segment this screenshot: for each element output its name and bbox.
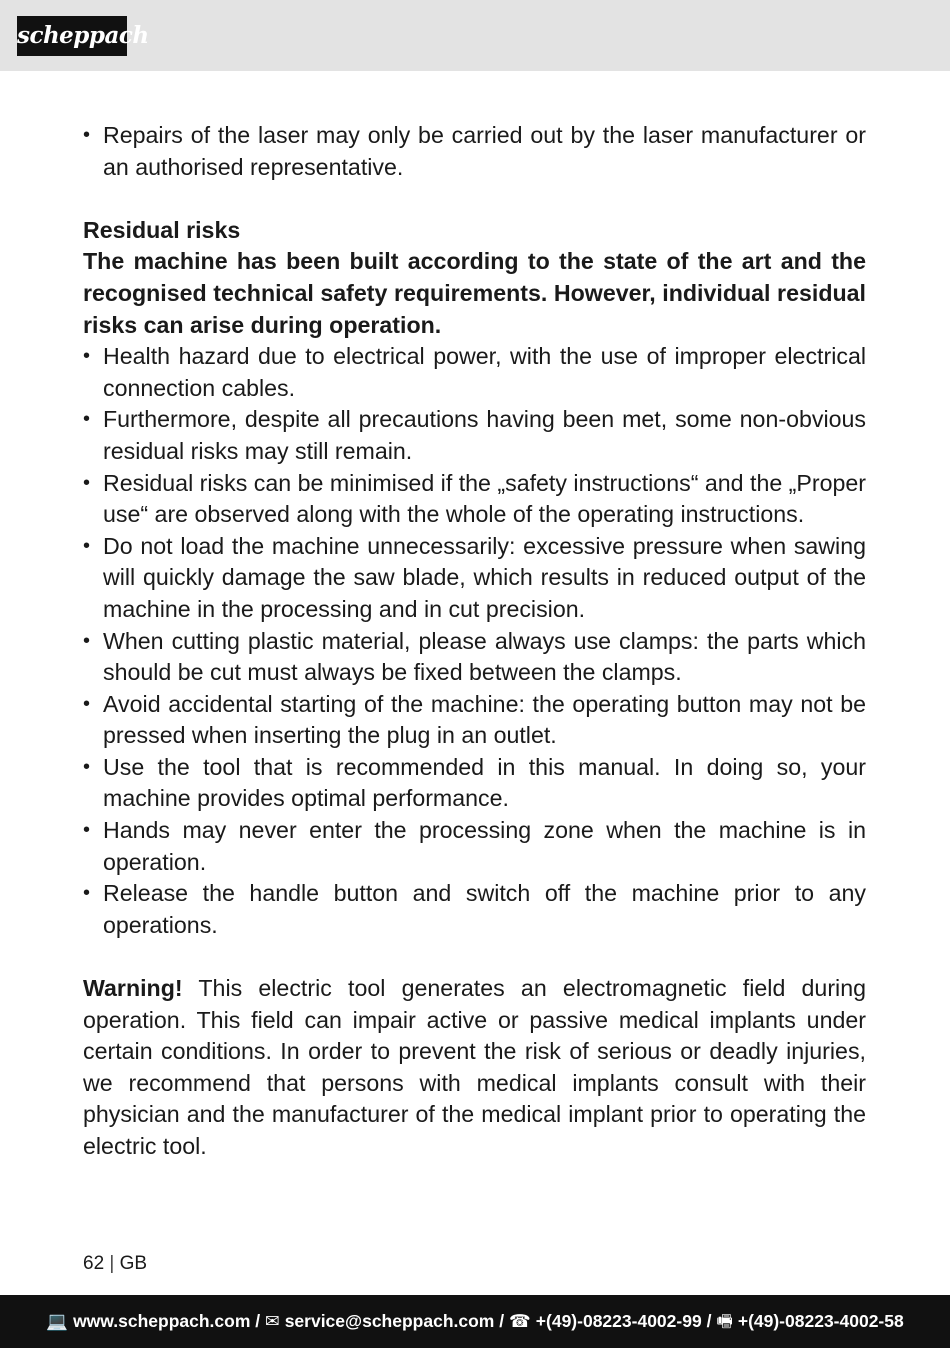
bullet-icon: • (83, 882, 91, 905)
contact-bar (0, 1295, 950, 1348)
bullet-icon: • (83, 124, 91, 146)
bullet-icon: • (83, 755, 91, 778)
page-number: 62 (83, 1253, 105, 1274)
scheppach-logo: scheppach (17, 16, 127, 56)
list-item-text: Health hazard due to electrical power, with the use of improper electrical connection cables. (103, 343, 866, 401)
warning-paragraph (83, 973, 866, 1163)
list-item (83, 468, 866, 531)
list-item (83, 626, 866, 689)
warning-label: Warning! (83, 975, 183, 1002)
contact-divider: / (499, 1311, 505, 1331)
page-number-separator: | (109, 1253, 115, 1274)
list-item (83, 404, 866, 467)
laser-repair-list (83, 120, 866, 183)
envelope-icon: ✉ (265, 1311, 280, 1331)
bullet-icon: • (83, 408, 91, 431)
residual-risks-intro: The machine has been built according to the state of the art and the recognised technical safety requirements. However, individual residual risks can arise during operation. (83, 248, 866, 338)
list-item-text: Hands may never enter the processing zone when the machine is in operation. (103, 817, 866, 875)
website-link[interactable]: www.scheppach.com (73, 1311, 251, 1331)
list-item-text: Do not load the machine unnecessarily: excessive pressure when sawing will quickly damage the saw blade, which results in reduced output of the machine in the processing and in cut precision. (103, 532, 866, 622)
fax-icon: 🖷 (716, 1311, 733, 1331)
bullet-icon: • (83, 534, 91, 557)
list-item-text: Repairs of the laser may only be carried out by the laser manufacturer or an authorised representative. (103, 122, 866, 180)
email-link[interactable]: service@scheppach.com (284, 1311, 495, 1331)
bullet-icon: • (83, 819, 91, 842)
bullet-icon: • (83, 629, 91, 652)
residual-risks-list (83, 341, 866, 941)
contact-divider: / (255, 1311, 261, 1331)
computer-icon: 💻 (46, 1311, 69, 1331)
bullet-icon: • (83, 471, 91, 494)
list-item (83, 341, 866, 404)
list-item (83, 531, 866, 626)
list-item (83, 752, 866, 815)
language-code: GB (119, 1253, 148, 1274)
warning-text: This electric tool generates an electromagnetic field during operation. This field can impair active or passive medical implants under certain conditions. In order to prevent the risk of serious or deadly injuries, we recommend that persons with medical implants consult with their physician and the manufacturer of the medical implant prior to operating the electric tool. (83, 975, 866, 1159)
bullet-icon: • (83, 692, 91, 715)
residual-risks-heading: Residual risks (83, 216, 241, 243)
list-item-text: Release the handle button and switch off the machine prior to any operations. (103, 880, 866, 938)
spacer (83, 183, 866, 215)
page-number-footer (83, 1252, 147, 1276)
fax-number: +(49)-08223-4002-58 (737, 1311, 904, 1331)
phone-icon: ☎ (508, 1311, 531, 1331)
list-item (83, 689, 866, 752)
contact-divider: / (706, 1311, 712, 1331)
phone-number: +(49)-08223-4002-99 (535, 1311, 702, 1331)
list-item (83, 878, 866, 941)
list-item-text: When cutting plastic material, please always use clamps: the parts which should be cut must always be fixed between the clamps. (103, 627, 866, 686)
list-item (83, 815, 866, 878)
page-header (0, 0, 950, 71)
list-item-text: Avoid accidental starting of the machine: the operating button may not be pressed when inserting the plug in an outlet. (103, 690, 866, 749)
bullet-icon: • (83, 345, 91, 368)
spacer (83, 941, 866, 973)
list-item-text: Use the tool that is recommended in this manual. In doing so, your machine provides optimal performance. (103, 753, 866, 812)
list-item-text: Residual risks can be minimised if the „safety instructions“ and the „Proper use“ are observed along with the whole of the operating instructions. (103, 469, 866, 528)
list-item-text: Furthermore, despite all precautions having been met, some non-obvious residual risks may still remain. (103, 406, 866, 464)
list-item (83, 120, 866, 183)
page-content (83, 120, 866, 1163)
